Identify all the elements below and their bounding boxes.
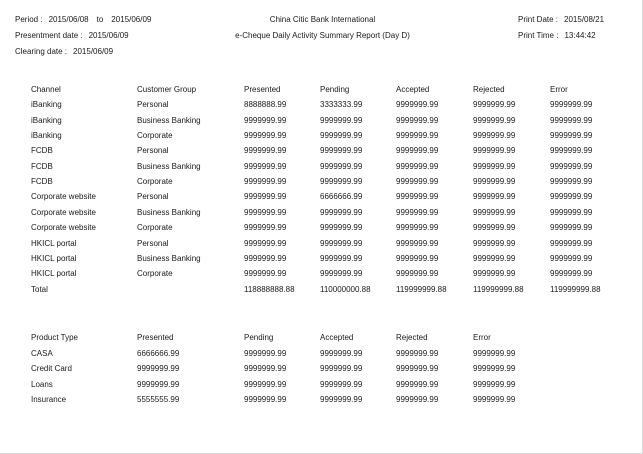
table-row	[0, 269, 643, 279]
error-cell: 9999999.99	[550, 131, 593, 141]
rejected-cell: 9999999.99	[473, 131, 516, 141]
presented-cell: 5555555.99	[137, 395, 180, 405]
pending-cell: 9999999.99	[244, 364, 287, 374]
table-row	[0, 192, 643, 202]
customer-group-cell: Personal	[137, 146, 169, 156]
rejected-cell: 9999999.99	[473, 115, 516, 125]
presented-cell: 118888888.88	[244, 284, 295, 294]
pending-cell: 9999999.99	[320, 238, 363, 248]
pending-cell: 9999999.99	[320, 146, 363, 156]
accepted-cell: 9999999.99	[396, 223, 439, 233]
error-cell: 9999999.99	[550, 115, 593, 125]
pending-cell: Pending	[320, 85, 350, 94]
presented-cell: 9999999.99	[244, 161, 287, 171]
pending-cell: 9999999.99	[320, 177, 363, 187]
error-cell: 9999999.99	[550, 161, 593, 171]
bank-name-text: China Citic Bank International	[269, 15, 376, 24]
error-cell: 9999999.99	[473, 395, 516, 405]
pending-cell: 9999999.99	[244, 348, 287, 358]
customer-group-cell: Corporate	[137, 223, 173, 233]
table-row	[0, 131, 643, 141]
table-row	[0, 254, 643, 264]
error-cell: 9999999.99	[550, 146, 593, 156]
channel-table-total-row	[0, 285, 643, 295]
error-cell: 9999999.99	[550, 177, 593, 187]
product-type-cell: CASA	[31, 348, 53, 358]
accepted-cell: 9999999.99	[320, 348, 363, 358]
rejected-cell: 9999999.99	[473, 238, 516, 248]
customer-group-cell: Customer Group	[137, 85, 197, 94]
rejected-cell: 9999999.99	[473, 146, 516, 156]
print-time-label: Print Time :	[518, 31, 559, 40]
clearing-date-value: 2015/06/09	[73, 47, 114, 56]
rejected-cell: 9999999.99	[396, 364, 439, 374]
table-row	[0, 349, 643, 359]
error-cell: Error	[550, 85, 568, 94]
presented-cell: Presented	[244, 85, 281, 94]
rejected-cell: 9999999.99	[473, 253, 516, 263]
presented-cell: 8888888.99	[244, 100, 287, 110]
customer-group-cell: Corporate	[137, 177, 173, 187]
customer-group-cell: Business Banking	[137, 115, 201, 125]
accepted-cell: 9999999.99	[396, 238, 439, 248]
table-row	[0, 116, 643, 126]
presented-cell: 6666666.99	[137, 348, 180, 358]
channel-cell: iBanking	[31, 115, 62, 125]
rejected-cell: Rejected	[396, 333, 428, 342]
presented-cell: 9999999.99	[244, 207, 287, 217]
print-date-label: Print Date :	[518, 15, 559, 24]
presentment-date-value: 2015/06/09	[88, 31, 129, 40]
accepted-cell: 9999999.99	[396, 269, 439, 279]
error-cell: 9999999.99	[473, 379, 516, 389]
error-cell: Error	[473, 333, 491, 342]
table-row	[0, 223, 643, 233]
presented-cell: 9999999.99	[244, 253, 287, 263]
rejected-cell: Rejected	[473, 85, 505, 94]
error-cell: 9999999.99	[550, 238, 593, 248]
channel-cell: FCDB	[31, 177, 53, 187]
error-cell: 9999999.99	[550, 207, 593, 217]
error-cell: 119999999.88	[550, 284, 601, 294]
channel-cell: FCDB	[31, 161, 53, 171]
error-cell: 9999999.99	[550, 253, 593, 263]
customer-group-cell: Personal	[137, 100, 169, 110]
presented-cell: 9999999.99	[244, 146, 287, 156]
accepted-cell: 9999999.99	[396, 161, 439, 171]
accepted-cell: 9999999.99	[320, 364, 363, 374]
rejected-cell: 9999999.99	[473, 269, 516, 279]
accepted-cell: 9999999.99	[396, 115, 439, 125]
channel-cell: HKICL portal	[31, 269, 77, 279]
presented-cell: 9999999.99	[244, 192, 287, 202]
rejected-cell: 9999999.99	[396, 379, 439, 389]
accepted-cell: Accepted	[320, 333, 354, 342]
product-table-header	[0, 333, 643, 343]
table-row	[0, 208, 643, 218]
table-row	[0, 100, 643, 110]
pending-cell: 3333333.99	[320, 100, 363, 110]
rejected-cell: 119999999.88	[473, 284, 524, 294]
error-cell: 9999999.99	[550, 192, 593, 202]
channel-cell: iBanking	[31, 131, 62, 141]
print-date-value: 2015/08/21	[564, 15, 605, 24]
period-from: 2015/06/08	[48, 15, 89, 24]
pending-cell: 9999999.99	[320, 207, 363, 217]
accepted-cell: 9999999.99	[396, 100, 439, 110]
presentment-date-label: Presentment date :	[15, 31, 83, 40]
customer-group-cell: Business Banking	[137, 253, 201, 263]
channel-cell: Corporate website	[31, 192, 96, 202]
accepted-cell: 9999999.99	[396, 207, 439, 217]
table-row	[0, 162, 643, 172]
accepted-cell: 9999999.99	[396, 131, 439, 141]
rejected-cell: 9999999.99	[473, 192, 516, 202]
presented-cell: 9999999.99	[137, 364, 180, 374]
presented-cell: Presented	[137, 333, 174, 342]
rejected-cell: 9999999.99	[473, 161, 516, 171]
pending-cell: Pending	[244, 333, 274, 342]
accepted-cell: 9999999.99	[396, 253, 439, 263]
accepted-cell: 9999999.99	[320, 379, 363, 389]
accepted-cell: 9999999.99	[320, 395, 363, 405]
channel-table-header	[0, 85, 643, 95]
accepted-cell: 9999999.99	[396, 177, 439, 187]
accepted-cell: 9999999.99	[396, 192, 439, 202]
pending-cell: 9999999.99	[320, 223, 363, 233]
error-cell: 9999999.99	[550, 269, 593, 279]
product-type-cell: Loans	[31, 379, 53, 389]
channel-cell: HKICL portal	[31, 253, 77, 263]
error-cell: 9999999.99	[473, 364, 516, 374]
pending-cell: 9999999.99	[320, 131, 363, 141]
rejected-cell: 9999999.99	[396, 395, 439, 405]
table-row	[0, 177, 643, 187]
pending-cell: 110000000.88	[320, 284, 371, 294]
table-row	[0, 146, 643, 156]
period-to-word: to	[96, 15, 104, 24]
accepted-cell: 119999999.88	[396, 284, 447, 294]
rejected-cell: 9999999.99	[473, 177, 516, 187]
customer-group-cell: Corporate	[137, 131, 173, 141]
channel-cell: Corporate website	[31, 223, 96, 233]
period-to: 2015/06/09	[111, 15, 152, 24]
print-time-line	[518, 31, 596, 41]
presented-cell: 9999999.99	[137, 379, 180, 389]
report-title-text: e-Cheque Daily Activity Summary Report (Day D)	[235, 31, 410, 40]
pending-cell: 9999999.99	[244, 379, 287, 389]
customer-group-cell: Corporate	[137, 269, 173, 279]
pending-cell: 6666666.99	[320, 192, 363, 202]
print-time-value: 13:44:42	[564, 31, 596, 40]
accepted-cell: Accepted	[396, 85, 430, 94]
print-date-line	[518, 15, 604, 25]
customer-group-cell: Business Banking	[137, 161, 201, 171]
channel-cell: Channel	[31, 85, 61, 94]
error-cell: 9999999.99	[473, 348, 516, 358]
rejected-cell: 9999999.99	[473, 207, 516, 217]
product-type-cell: Credit Card	[31, 364, 72, 374]
product-type-cell: Product Type	[31, 333, 78, 342]
channel-cell: Total	[31, 284, 48, 294]
customer-group-cell: Business Banking	[137, 207, 201, 217]
presented-cell: 9999999.99	[244, 115, 287, 125]
pending-cell: 9999999.99	[320, 161, 363, 171]
customer-group-cell: Personal	[137, 192, 169, 202]
error-cell: 9999999.99	[550, 100, 593, 110]
pending-cell: 9999999.99	[244, 395, 287, 405]
table-row	[0, 364, 643, 374]
pending-cell: 9999999.99	[320, 269, 363, 279]
clearing-date-line	[15, 47, 113, 57]
clearing-date-label: Clearing date :	[15, 47, 68, 56]
presented-cell: 9999999.99	[244, 223, 287, 233]
presented-cell: 9999999.99	[244, 269, 287, 279]
pending-cell: 9999999.99	[320, 115, 363, 125]
accepted-cell: 9999999.99	[396, 146, 439, 156]
rejected-cell: 9999999.99	[473, 100, 516, 110]
error-cell: 9999999.99	[550, 223, 593, 233]
pending-cell: 9999999.99	[320, 253, 363, 263]
table-row	[0, 395, 643, 405]
channel-cell: FCDB	[31, 146, 53, 156]
presented-cell: 9999999.99	[244, 177, 287, 187]
product-type-cell: Insurance	[31, 395, 67, 405]
channel-cell: iBanking	[31, 100, 62, 110]
table-row	[0, 380, 643, 390]
presented-cell: 9999999.99	[244, 238, 287, 248]
channel-cell: HKICL portal	[31, 238, 77, 248]
rejected-cell: 9999999.99	[396, 348, 439, 358]
rejected-cell: 9999999.99	[473, 223, 516, 233]
channel-cell: Corporate website	[31, 207, 96, 217]
table-row	[0, 239, 643, 249]
period-label: Period :	[15, 15, 43, 24]
customer-group-cell: Personal	[137, 238, 169, 248]
presented-cell: 9999999.99	[244, 131, 287, 141]
